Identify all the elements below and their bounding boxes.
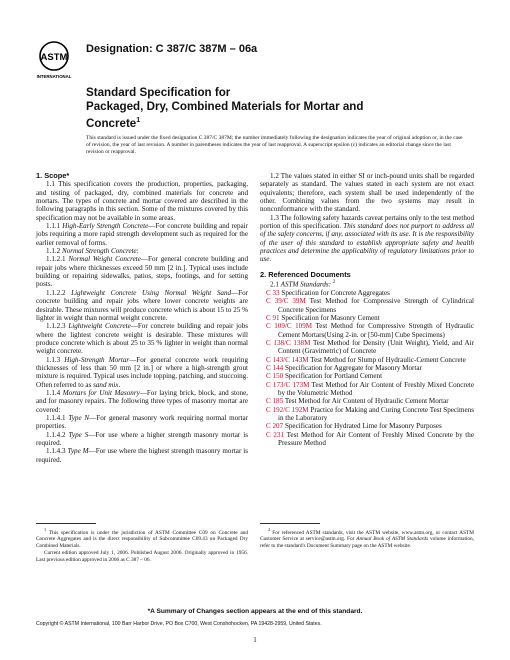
reference-code-link[interactable]: C 138/C 138M [266,338,311,347]
reference-code-link[interactable]: C 231 [266,430,285,439]
reference-code-link[interactable]: C 143/C 143M [266,355,309,364]
reference-item [260,372,474,380]
paragraph-1-1-4-1: 1.1.4.1 Type N—For general masonry work requiring normal mortar properties. [36,413,248,431]
summary-of-changes-note: *A Summary of Changes section appears at the end of this standard. [147,608,363,615]
astm-standards-label: 2.1 ASTM Standards: $^2$ [270,280,336,289]
reference-title: Specification for Hydrated Lime for Masonry Purposes [284,422,442,431]
reference-item [260,431,474,448]
title-line-2: Packaged, Dry, Combined Materials for Mortar and [86,100,364,113]
reference-title: Specification for Masonry Cement [281,313,380,322]
reference-title: Test Method for Compressive Strength of Cylindrical Concrete Specimens [278,297,474,314]
left-column [36,172,248,464]
reference-item [260,364,474,372]
reference-title: Test Method for Compressive Strength of Hydraulic Cement Mortars(Using 2-in. or [50-mm] Cube Specimens) [278,322,474,339]
reference-title: Test Method for Slump of Hydraulic-Cement Concrete [310,355,466,364]
designation: Designation: C 387/C 387M – 06a [86,43,258,55]
reference-title: Test Method for Air Content of Freshly Mixed Concrete by the Pressure Method [278,430,474,448]
reference-code-link[interactable]: C 207 [266,422,284,431]
reference-item [260,297,474,314]
reference-title: Test Method for Air Content of Freshly Mixed Concrete by the Volumetric Method [278,380,474,397]
footnote-1: $^1$ This specification is under the jurisdiction of ASTM Committee C09 on Concrete and Concrete Aggregates and is the direct responsibility of Subcommittee C09.43 on Packaged Dry Combined Materials. Current edition approved July 1, 2006. Published August 2006. Originally approved in 1956. Last previous edition approved in 2006 as C 387 – 06. [36,527,248,563]
reference-code-link[interactable]: C 185 [266,397,284,406]
title-line-3: Concrete [86,116,137,130]
right-column [260,172,474,447]
reference-item [260,314,474,322]
reference-code-link[interactable]: C 33 [266,288,280,297]
astm-logo-icon [36,40,78,80]
reference-title: Test Method for Air Content of Hydraulic Cement Mortar [284,397,449,406]
logo-text: ASTM [40,52,68,63]
reference-code-link[interactable]: C 173/C 173M [266,380,310,389]
reference-code-link[interactable]: C 192/C 192M [266,405,309,414]
reference-item [260,289,474,297]
paragraph-1-1-3: 1.1.3 High-Strength Mortar—For general concrete work requiring thicknesses of less than 50 mm [2 in.] or where a high-strength grout mixture is required. Typical uses include topping, patching, and stuccoing. Often referred to as sand mix. [36,355,248,389]
title-footnote-mark: 1 [136,117,141,124]
referenced-documents-heading: 2. Referenced Documents [260,269,351,279]
astm-logo [36,40,78,80]
paragraph-1-1-4-2: 1.1.4.2 Type S—For use where a higher strength masonry mortar is required. [36,430,248,447]
paragraph-1-1-4: 1.1.4 Mortars for Unit Masonry—For laying brick, block, and stone, and for masonry repairs. The following three types of masonry mortar are covered: [36,388,248,414]
paragraph-1-1-2-2: 1.1.2.2 Lightweight Concrete Using Normal Weight Sand—For concrete building and repair jobs where lower concrete weights are desirable. These mixtures will produce concrete which is about 15 to 25 % lighter in weight than normal weight concrete. [36,288,248,322]
paragraph-1-1-2: 1.1.2 Normal Strength Concrete: [46,247,139,256]
logo-subtext: INTERNATIONAL [36,74,72,79]
footnote-divider [260,523,320,524]
scope-heading: 1. Scope* [36,171,70,180]
paragraph-1-1-4-3: 1.1.4.3 Type M—For use where the highest strength masonry mortar is required. [36,447,248,464]
reference-code-link[interactable]: C 150 [266,372,284,381]
issue-note: This standard is issued under the fixed designation C 387/C 387M; the number immediately following the designation indicates the year of original adoption or, in the case of revision, the year of last revision. A number in parentheses indicates the year of last reapproval. A superscript epsilon (ε) indicates an editorial change since the last revision or reapproval. [86,135,463,156]
reference-title: Specification for Aggregate for Masonry Mortar [284,363,422,372]
reference-item [260,397,474,405]
footnote-2: $^2$ For referenced ASTM standards, visit the ASTM website, www.astm.org, or contact ASTM Customer Service at service@astm.org. For Annual Book of ASTM Standards volume information, refer to the standard's Document Summary page on the ASTM website. [260,527,475,550]
paragraph-1-1-2-3: 1.1.2.3 Lightweight Concrete—For concrete building and repair jobs where the lightest concrete weight is desirable. These mixtures will produce concrete which is about 25 to 35 % lighter in weight than normal weight concrete. [36,322,248,356]
reference-code-link[interactable]: C 91 [266,313,280,322]
paragraph-1-3: 1.3 The following safety hazards caveat pertains only to the test method portion of this specification. This standard does not purport to address all of the safety concerns, if any, associated with its use. It is the responsibility of the user of this standard to establish appropriate safety and health practices and determine the applicability of regulatory limitations prior to use. [260,213,474,264]
reference-item [260,422,474,430]
reference-code-link[interactable]: C 39/C 39M [266,297,306,306]
paragraph-1-1-2-1: 1.1.2.1 Normal Weight Concrete—For general concrete building and repair jobs where thicknesses exceed 50 mm [2 in.]. Typical uses include building or repairing sidewalks, patios, steps, footings, and for setting posts. [36,255,248,289]
reference-code-link[interactable]: C 109/C 109M [266,322,313,331]
reference-title: Specification for Portland Cement [284,372,383,381]
reference-item [260,339,474,356]
reference-item [260,381,474,398]
paragraph-1-1: 1.1 This specification covers the production, properties, packaging, and testing of packaged, dry, combined materials for concrete and mortars. The types of concrete and mortar covered are described in the following paragraphs in this section. Some of the mixtures covered by this specification may not be available in some areas. [36,180,248,222]
reference-title: Practice for Making and Curing Concrete Test Specimens in the Laboratory [278,405,474,422]
paragraph-1-2: 1.2 The values stated in either SI or inch-pound units shall be regarded separately as standard. The values stated in each system are not exact equivalents; therefore, each system shall be used independently of the other. Combining values from the two systems may result in nonconformance with the standard. [260,172,474,214]
reference-title: Test Method for Density (Unit Weight), Yield, and Air Content (Gravimetric) of Concrete [278,338,474,356]
reference-code-link[interactable]: C 144 [266,363,284,372]
page-number: 1 [253,636,257,644]
reference-item [260,356,474,364]
reference-item [260,322,474,339]
reference-list [260,289,474,448]
reference-title: Specification for Concrete Aggregates [281,288,390,297]
copyright-notice: Copyright © ASTM International, 100 Barr Harbor Drive, PO Box C700, West Conshohocken, PA 19428-2959, United States. [36,621,322,627]
reference-item [260,406,474,423]
footnote-divider [36,523,96,524]
document-title [86,86,456,131]
title-line-1: Standard Specification for [86,86,231,99]
paragraph-1-1-1: 1.1.1 High-Early Strength Concrete—For concrete building and repair jobs requiring a more rapid strength development such as required for the earlier removal of forms. [36,222,249,247]
